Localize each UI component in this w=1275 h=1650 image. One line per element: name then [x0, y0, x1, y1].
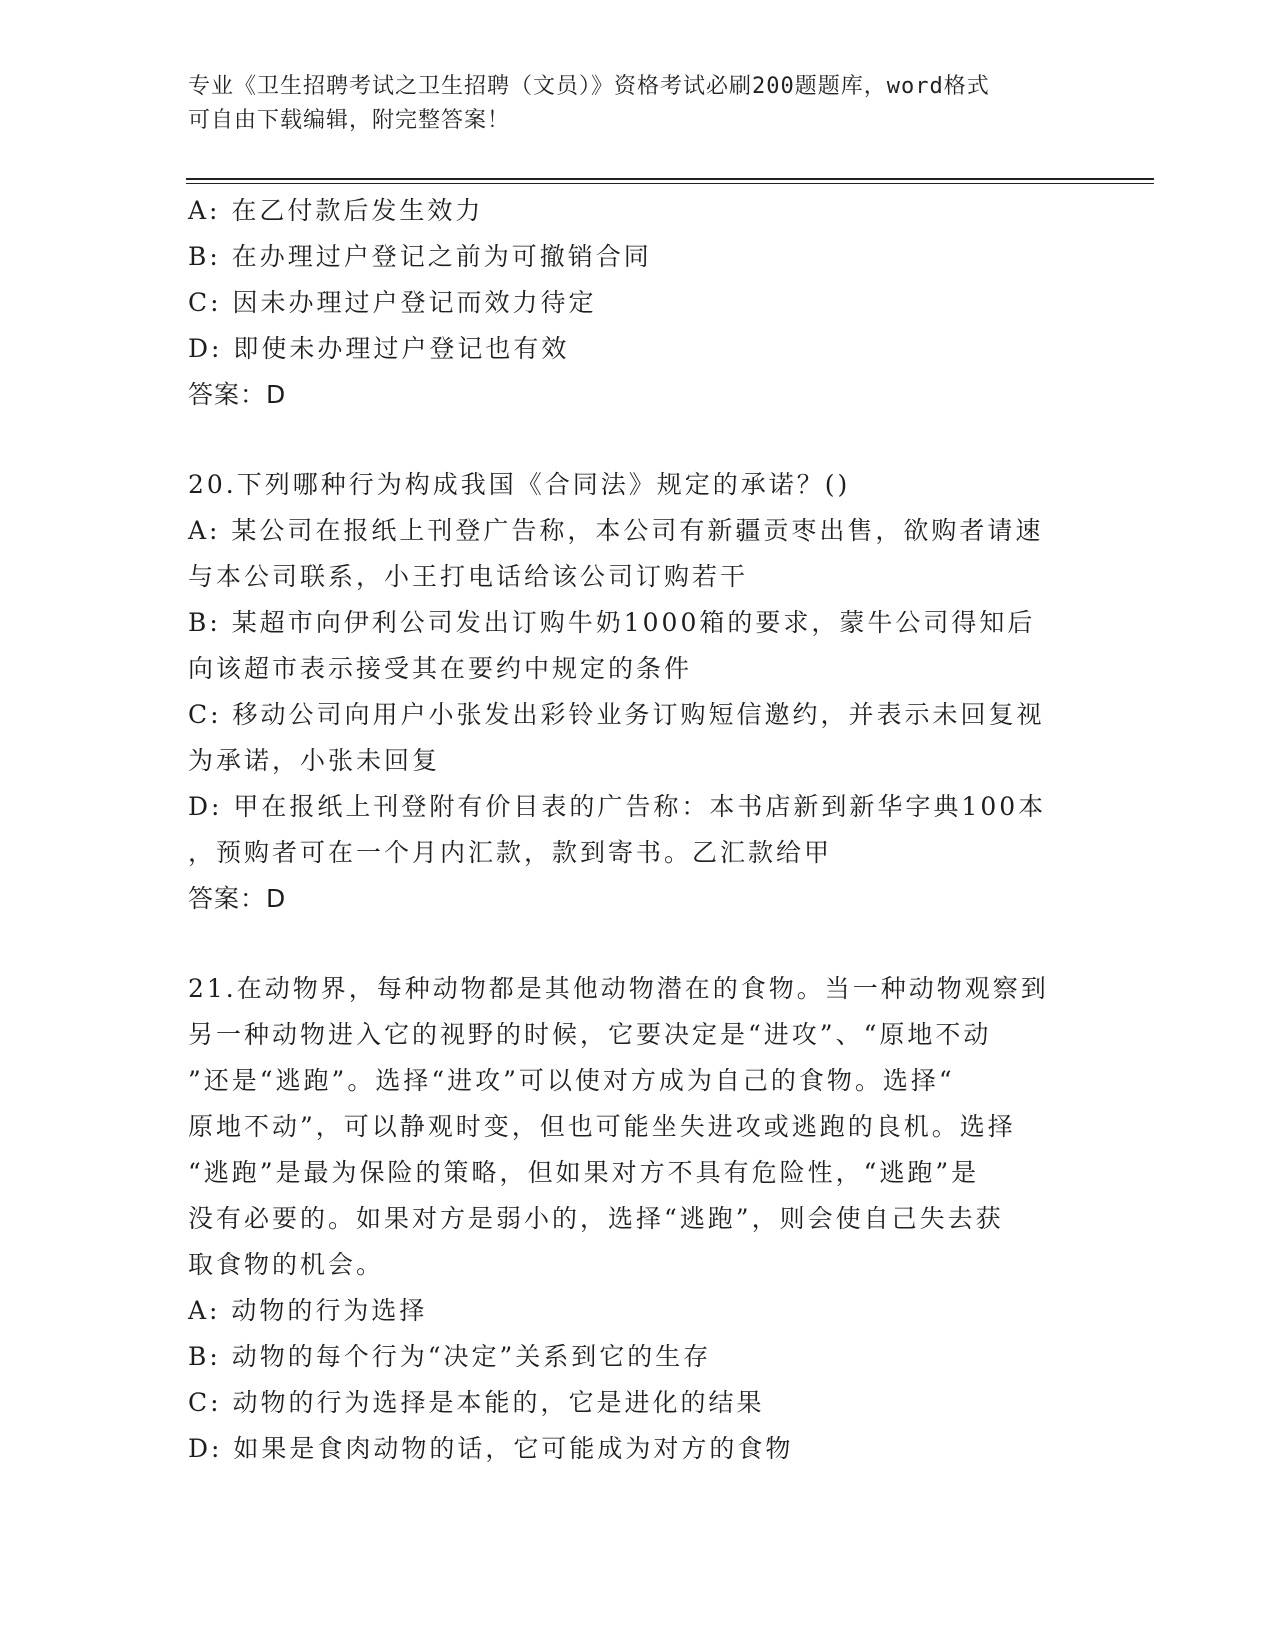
question-21: [188, 966, 1078, 1472]
header-title-line-1: 专业《卫生招聘考试之卫生招聘（文员）》资格考试必刷200题题库，word格式: [188, 74, 990, 99]
q20-option-d-line-2: ，预购者可在一个月内汇款，款到寄书。乙汇款给甲: [188, 838, 833, 867]
q20-option-b-line-2: 向该超市表示接受其在要约中规定的条件: [188, 654, 693, 683]
q20-option-b-line-1: B: 某超市向伊利公司发出订购牛奶1000箱的要求，蒙牛公司得知后: [188, 608, 1036, 637]
q20-option-a-line-2: 与本公司联系，小王打电话给该公司订购若干: [188, 562, 749, 591]
q21-stem-line-2: 另一种动物进入它的视野的时候，它要决定是“进攻”、“原地不动: [188, 1020, 992, 1049]
q21-option-a: A: 动物的行为选择: [188, 1296, 428, 1325]
q19-option-d: D: 即使未办理过户登记也有效: [188, 334, 570, 363]
q21-option-b: B: 动物的每个行为“决定”关系到它的生存: [188, 1342, 712, 1371]
question-19: [188, 188, 1078, 418]
q20-answer: 答案：D: [188, 884, 287, 913]
q20-stem: 20.下列哪种行为构成我国《合同法》规定的承诺？(): [188, 470, 851, 499]
header-divider-thick: [186, 178, 1154, 180]
q20-option-d-line-1: D: 甲在报纸上刊登附有价目表的广告称：本书店新到新华字典100本: [188, 792, 1047, 821]
q19-option-b: B: 在办理过户登记之前为可撤销合同: [188, 242, 652, 271]
q20-option-c-line-2: 为承诺，小张未回复: [188, 746, 441, 775]
q21-option-d: D: 如果是食肉动物的话，它可能成为对方的食物: [188, 1434, 794, 1463]
spacer: [188, 418, 1078, 462]
page-header: [188, 70, 1068, 138]
q21-stem-line-4: 原地不动”，可以静观时变，但也可能坐失进攻或逃跑的良机。选择: [188, 1112, 1016, 1141]
q21-stem-line-1: 21.在动物界，每种动物都是其他动物潜在的食物。当一种动物观察到: [188, 974, 1049, 1003]
spacer: [188, 922, 1078, 966]
q19-option-c: C: 因未办理过户登记而效力待定: [188, 288, 597, 317]
document-body: [188, 188, 1078, 1472]
q20-option-c-line-1: C: 移动公司向用户小张发出彩铃业务订购短信邀约，并表示未回复视: [188, 700, 1045, 729]
q21-stem-line-6: 没有必要的。如果对方是弱小的，选择“逃跑”，则会使自己失去获: [188, 1204, 1004, 1233]
header-title-line-2: 可自由下载编辑，附完整答案！: [188, 108, 511, 133]
q21-stem-line-5: “逃跑”是最为保险的策略，但如果对方不具有危险性，“逃跑”是: [188, 1158, 980, 1187]
q21-stem-line-7: 取食物的机会。: [188, 1250, 385, 1279]
question-20: [188, 462, 1078, 922]
q21-option-c: C: 动物的行为选择是本能的，它是进化的结果: [188, 1388, 765, 1417]
q19-answer: 答案：D: [188, 380, 287, 409]
header-divider-thin: [186, 183, 1154, 184]
q21-stem-line-3: ”还是“逃跑”。选择“进攻”可以使对方成为自己的食物。选择“: [188, 1066, 955, 1095]
q20-option-a-line-1: A: 某公司在报纸上刊登广告称，本公司有新疆贡枣出售，欲购者请速: [188, 516, 1044, 545]
q19-option-a: A: 在乙付款后发生效力: [188, 196, 484, 225]
